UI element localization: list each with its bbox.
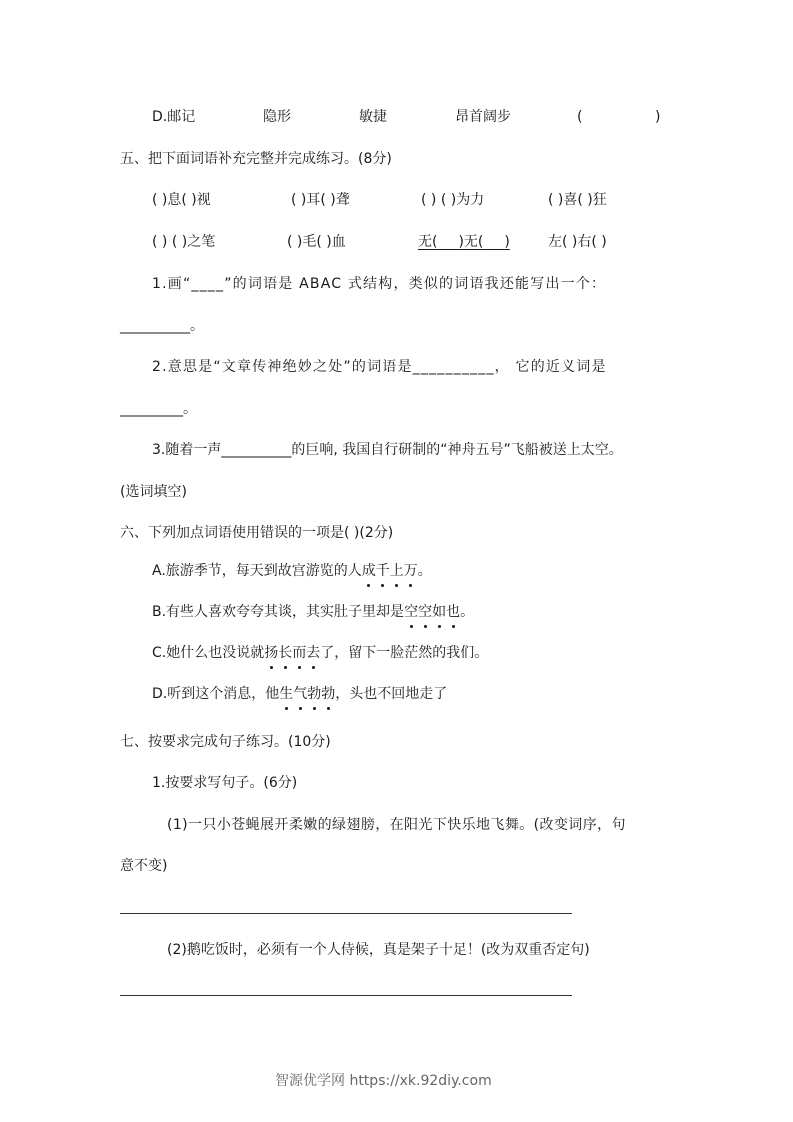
q5-row1-item-4: ( )喜( )狂 bbox=[548, 192, 607, 208]
q7-sub1: 1.按要求写句子。(6分) bbox=[152, 775, 298, 791]
footer-watermark: 智源优学网 https://xk.92diy.com bbox=[275, 1073, 492, 1089]
q4-answer-paren-open: ( bbox=[577, 109, 583, 125]
q5-row2-item-2: ( )毛( )血 bbox=[287, 234, 346, 250]
q5-sub1-line1: 1.画“____”的词语是 ABAC 式结构，类似的词语我还能写出一个： bbox=[152, 276, 607, 292]
q6-option-a: A.旅游季节，每天到故宫游览的人成千上万。 bbox=[152, 563, 432, 579]
q7-answer-line-2[interactable] bbox=[120, 995, 572, 996]
q4-answer-paren-close: ) bbox=[655, 109, 661, 125]
q5-sub2-line2: _________。 bbox=[120, 401, 197, 417]
q5-row2-item-3 bbox=[418, 232, 510, 252]
q5-sub2-line1: 2.意思是“文章传神绝妙之处”的词语是__________， 它的近义词是 bbox=[152, 359, 607, 375]
q5-row1-item-2: ( )耳( )聋 bbox=[291, 192, 350, 208]
q6-option-c: C.她什么也没说就扬长而去了，留下一脸茫然的我们。 bbox=[152, 645, 489, 661]
q7-sentence1-line1: (1)一只小苍蝇展开柔嫩的绿翅膀，在阳光下快乐地飞舞。(改变词序，句 bbox=[167, 817, 626, 833]
q5-title: 五、把下面词语补充完整并完成练习。(8分) bbox=[120, 151, 392, 167]
q4-option-d-word-3: 昂首阔步 bbox=[455, 109, 511, 125]
q6-title: 六、下列加点词语使用错误的一项是( )(2分) bbox=[120, 525, 394, 541]
q7-sentence1-line2: 意不变) bbox=[120, 858, 168, 874]
q6-option-b: B.有些人喜欢夸夸其谈，其实肚子里却是空空如也。 bbox=[152, 604, 475, 620]
q5-row1-item-1: ( )息( )视 bbox=[152, 192, 211, 208]
q5-row2-item-4: 左( )右( ) bbox=[548, 234, 607, 250]
q5-sub3-line2: (选词填空) bbox=[120, 484, 187, 500]
q7-answer-line-1[interactable] bbox=[120, 913, 572, 914]
q5-row2-underlined-word: 无( )无( ) bbox=[418, 234, 510, 250]
q7-title: 七、按要求完成句子练习。(10分) bbox=[120, 734, 331, 750]
q4-option-d-word-1: 隐形 bbox=[263, 109, 291, 125]
q5-row1-item-3: ( ) ( )为力 bbox=[421, 192, 485, 208]
q4-option-d-label: D.邮记 bbox=[152, 109, 196, 125]
q5-sub1-line2: __________。 bbox=[120, 318, 204, 334]
q6-option-d: D.听到这个消息，他生气勃勃，头也不回地走了 bbox=[152, 686, 448, 702]
q5-sub3-line1: 3.随着一声__________的巨响, 我国自行研制的“神舟五号”飞船被送上太空。 bbox=[152, 442, 623, 458]
q7-sentence2: (2)鹅吃饭时，必须有一个人侍候，真是架子十足！(改为双重否定句) bbox=[167, 942, 590, 958]
q5-row2-item-1: ( ) ( )之笔 bbox=[152, 234, 216, 250]
q4-option-d-word-2: 敏捷 bbox=[359, 109, 387, 125]
